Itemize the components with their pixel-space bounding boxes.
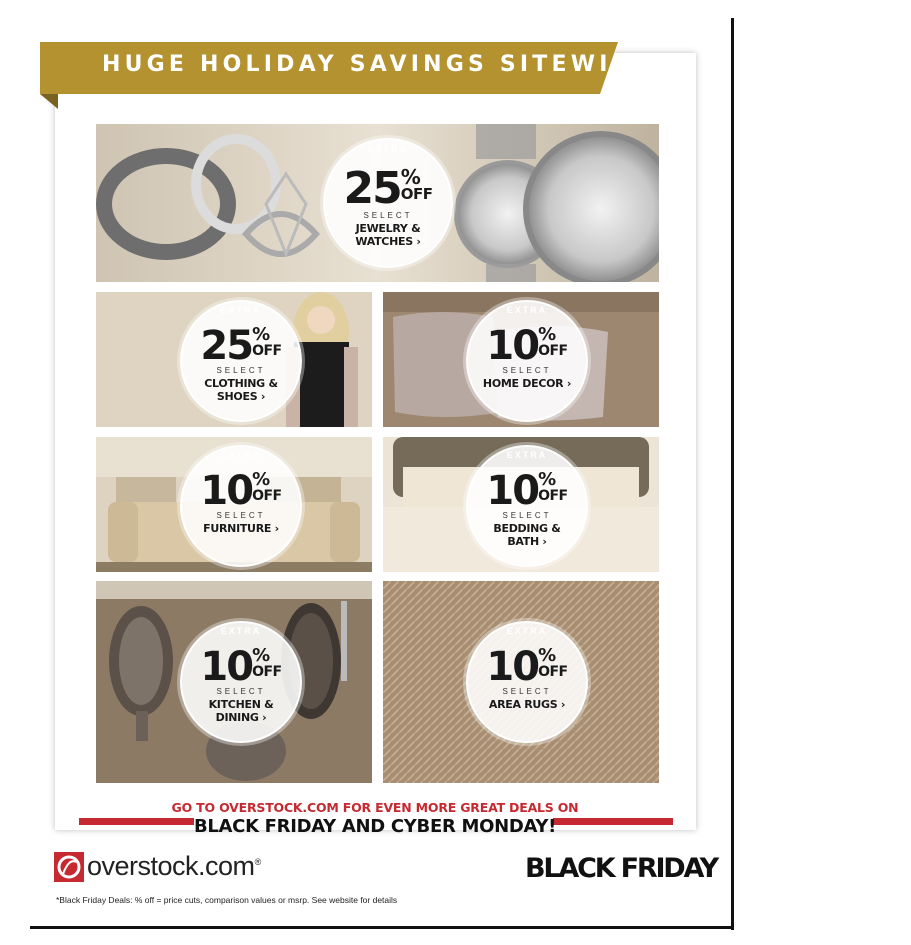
logo-wordmark: overstock.com®	[87, 851, 261, 881]
category-line-1: BEDDING &	[493, 522, 561, 535]
extra-label: EXTRA	[220, 626, 262, 636]
extra-label: EXTRA	[220, 450, 262, 460]
category-line-1: JEWELRY &	[355, 222, 421, 235]
tile-clothing-shoes[interactable]	[96, 292, 372, 427]
discount-percent: 25	[200, 323, 253, 369]
extra-label: EXTRA	[506, 450, 548, 460]
black-friday-wordmark: BLACK FRIDAY	[525, 853, 717, 884]
discount-badge	[466, 445, 588, 567]
tile-kitchen-dining[interactable]	[96, 581, 372, 783]
category-line-1: KITCHEN &	[208, 698, 274, 711]
banner-title: HUGE HOLIDAY SAVINGS SITEWIDE	[102, 52, 654, 77]
discount-badge	[466, 300, 588, 422]
category-line-1: CLOTHING &	[204, 377, 278, 390]
percent-symbol: %	[400, 165, 421, 189]
percent-symbol: %	[252, 324, 270, 345]
discount-percent: 10	[200, 644, 253, 690]
discount-percent: 10	[200, 468, 253, 514]
page-edge-bottom	[30, 926, 734, 929]
page-edge-right	[731, 18, 734, 930]
extra-label: EXTRA	[220, 305, 262, 315]
overstock-logo-icon	[54, 852, 84, 882]
off-label: OFF	[538, 488, 568, 504]
tile-home-decor[interactable]	[383, 292, 659, 427]
tile-bedding-bath[interactable]	[383, 437, 659, 572]
off-label: OFF	[252, 343, 282, 359]
trademark-symbol: ®	[254, 857, 261, 867]
percent-symbol: %	[538, 324, 556, 345]
select-label: SELECT	[216, 687, 266, 696]
discount-badge	[466, 621, 588, 743]
discount-badge	[180, 621, 302, 743]
percent-symbol: %	[538, 645, 556, 666]
holiday-banner	[40, 42, 654, 95]
category-line-1: FURNITURE ›	[203, 522, 279, 535]
select-label: SELECT	[502, 511, 552, 520]
off-label: OFF	[538, 664, 568, 680]
percent-symbol: %	[252, 469, 270, 490]
discount-percent: 10	[486, 323, 539, 369]
select-label: SELECT	[216, 511, 266, 520]
percent-symbol: %	[252, 645, 270, 666]
tile-furniture[interactable]	[96, 437, 372, 572]
select-label: SELECT	[502, 366, 552, 375]
category-line-2: SHOES ›	[216, 390, 266, 403]
discount-badge	[323, 138, 453, 268]
extra-label: EXTRA	[506, 626, 548, 636]
off-label: OFF	[252, 488, 282, 504]
select-label: SELECT	[216, 366, 266, 375]
select-label: SELECT	[502, 687, 552, 696]
category-line-2: WATCHES ›	[355, 235, 421, 248]
off-label: OFF	[400, 185, 433, 203]
off-label: OFF	[252, 664, 282, 680]
disclaimer-text: *Black Friday Deals: % off = price cuts, comparison values or msrp. See website for details	[56, 895, 398, 905]
promo-headline[interactable]: BLACK FRIDAY AND CYBER MONDAY!	[193, 816, 557, 837]
extra-label: EXTRA	[367, 144, 409, 154]
discount-percent: 10	[486, 468, 539, 514]
category-line-2: DINING ›	[215, 711, 267, 724]
percent-symbol: %	[538, 469, 556, 490]
discount-percent: 10	[486, 644, 539, 690]
tile-jewelry-watches[interactable]	[96, 124, 659, 282]
category-line-1: AREA RUGS ›	[488, 698, 566, 711]
discount-badge	[180, 300, 302, 422]
discount-badge	[180, 445, 302, 567]
promo-subtext[interactable]: GO TO OVERSTOCK.COM FOR EVEN MORE GREAT DEALS ON	[171, 800, 579, 815]
category-line-2: BATH ›	[507, 535, 547, 548]
off-label: OFF	[538, 343, 568, 359]
tile-area-rugs[interactable]	[383, 581, 659, 783]
extra-label: EXTRA	[506, 305, 548, 315]
select-label: SELECT	[363, 211, 413, 220]
category-line-1: HOME DECOR ›	[482, 377, 572, 390]
discount-percent: 25	[343, 163, 401, 214]
